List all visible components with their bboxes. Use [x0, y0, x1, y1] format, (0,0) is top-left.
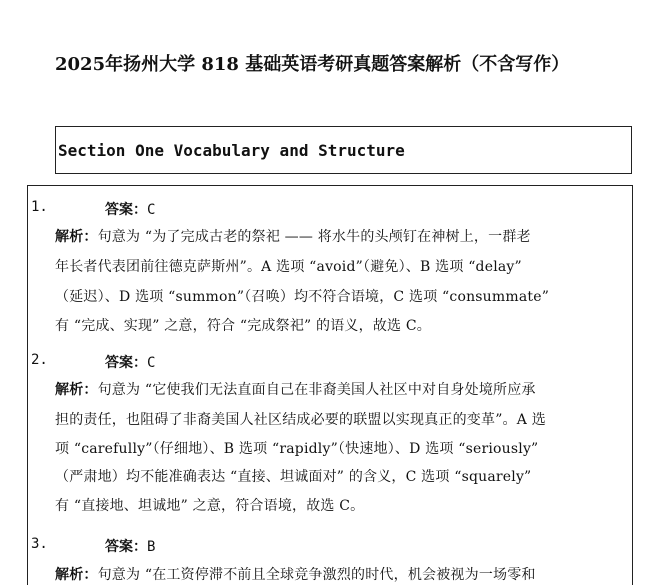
analysis-line	[55, 564, 536, 584]
analysis-line	[55, 226, 531, 246]
section-heading-box	[55, 126, 632, 174]
analysis-line: 年长者代表团前往德克萨斯州”。A 选项 “avoid”（避免）、B 选项 “delay”	[55, 259, 522, 275]
document-title: 2025年扬州大学 818 基础英语考研真题答案解析（不含写作）	[55, 54, 570, 75]
answer-value: C	[147, 355, 156, 371]
analysis-line: （严肃地）均不能准确表达 “直接、坦诚面对” 的含义，C 选项 “squarely”	[55, 469, 532, 485]
analysis-line: 有 “直接地、坦诚地” 之意，符合语境，故选 C。	[55, 498, 365, 514]
analysis-line: 担的责任，也阻碍了非裔美国人社区结成必要的联盟以实现真正的变革”。A 选	[55, 412, 546, 428]
analysis-line	[55, 379, 536, 399]
answer-line	[105, 536, 155, 556]
analysis-line: 项 “carefully”（仔细地）、B 选项 “rapidly”（快速地）、D 选项 “seriously”	[55, 441, 539, 457]
answers-box	[27, 185, 633, 585]
item-number: 2.	[31, 352, 48, 368]
answer-label: 答案：	[105, 355, 147, 371]
analysis-text: 句意为 “在工资停滞不前且全球竞争激烈的时代，机会被视为一场零和	[97, 567, 536, 583]
answer-value: C	[147, 202, 156, 218]
answer-line	[105, 352, 155, 372]
answer-line	[105, 199, 155, 219]
analysis-label: 解析：	[55, 229, 98, 245]
analysis-label: 解析：	[55, 382, 98, 398]
analysis-text: 句意为 “为了完成古老的祭祀 —— 将水牛的头颅钉在神树上，一群老	[97, 229, 531, 245]
analysis-label: 解析：	[55, 567, 98, 583]
answer-label: 答案：	[105, 539, 147, 555]
answer-value: B	[147, 539, 156, 555]
answer-label: 答案：	[105, 202, 147, 218]
item-number: 3.	[31, 536, 48, 552]
analysis-text: 句意为 “它使我们无法直面自己在非裔美国人社区中对自身处境所应承	[97, 382, 536, 398]
analysis-line: （延迟）、D 选项 “summon”（召唤）均不符合语境，C 选项 “consummate”	[55, 289, 550, 305]
section-heading: Section One Vocabulary and Structure	[58, 140, 405, 160]
analysis-line: 有 “完成、实现” 之意，符合 “完成祭祀” 的语义，故选 C。	[55, 318, 431, 334]
item-number: 1.	[31, 199, 48, 215]
